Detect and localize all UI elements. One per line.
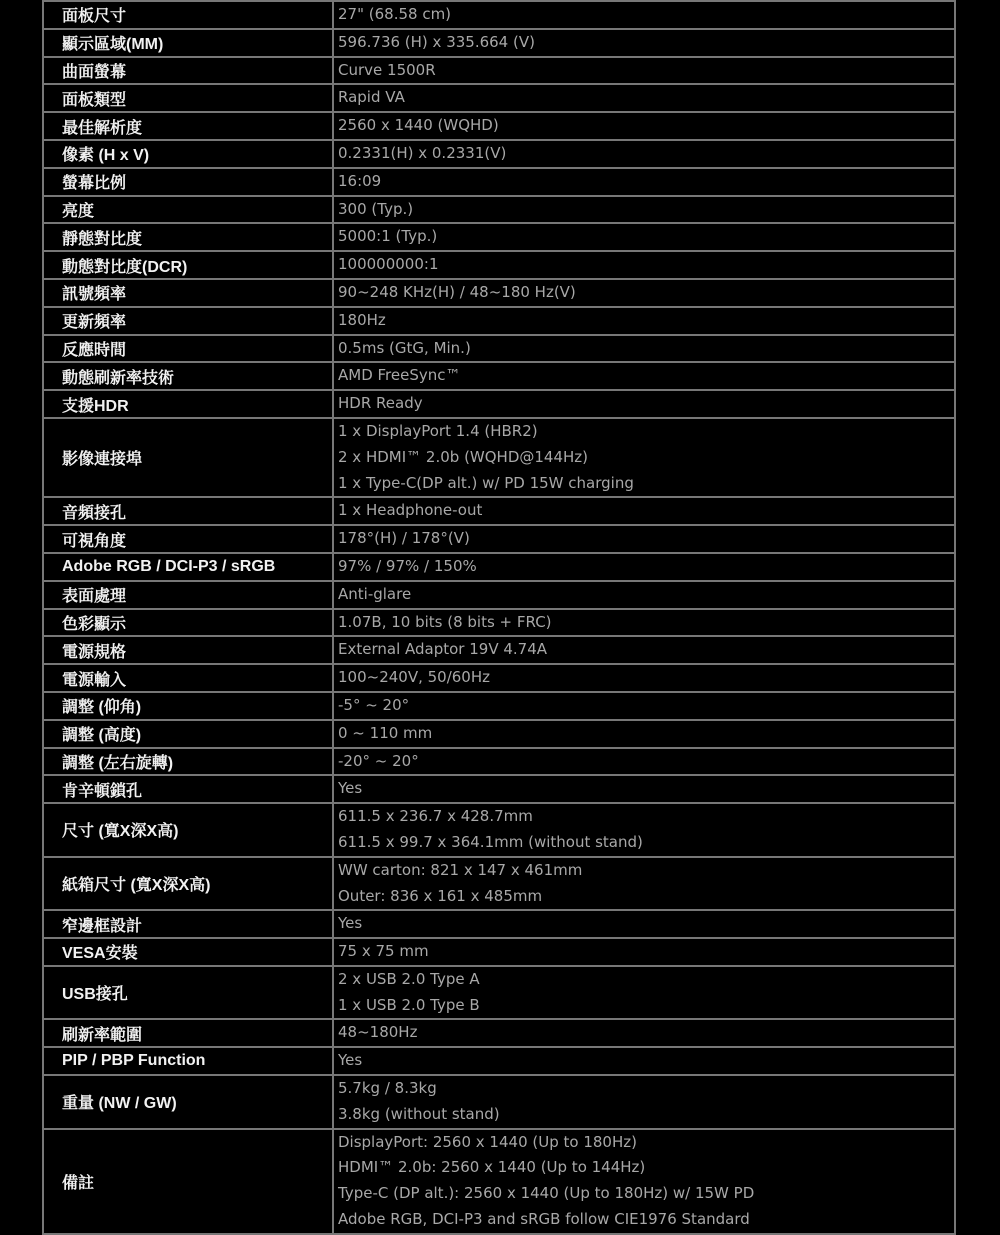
spec-label: 色彩顯示 [43, 609, 333, 637]
spec-row [43, 1047, 955, 1075]
spec-value-line: 1 x Type-C(DP alt.) w/ PD 15W charging [338, 473, 634, 492]
spec-value [333, 251, 955, 279]
spec-row [43, 84, 955, 112]
spec-value-line: Adobe RGB, DCI-P3 and sRGB follow CIE1976 Standard [338, 1210, 750, 1229]
spec-label: 動態對比度(DCR) [43, 251, 333, 279]
spec-row [43, 775, 955, 803]
spec-value [333, 140, 955, 168]
spec-value [333, 910, 955, 938]
spec-label: Adobe RGB / DCI-P3 / sRGB [43, 553, 333, 581]
spec-row [43, 525, 955, 553]
spec-row [43, 803, 955, 857]
spec-value [333, 390, 955, 418]
spec-table-body [43, 1, 955, 1234]
spec-row [43, 1075, 955, 1129]
spec-value [333, 938, 955, 966]
spec-value-line: Type-C (DP alt.): 2560 x 1440 (Up to 180Hz) w/ 15W PD [338, 1184, 755, 1203]
spec-value-line: 5.7kg / 8.3kg [338, 1079, 437, 1098]
spec-value [333, 720, 955, 748]
spec-label: 肯辛頓鎖孔 [43, 775, 333, 803]
spec-value-line: -20° ~ 20° [338, 751, 419, 770]
spec-row [43, 196, 955, 224]
spec-value-line: Anti-glare [338, 584, 412, 603]
spec-value [333, 775, 955, 803]
spec-label: 支援HDR [43, 390, 333, 418]
spec-row [43, 251, 955, 279]
spec-value-line: 27" (68.58 cm) [338, 5, 452, 23]
spec-row [43, 390, 955, 418]
spec-row [43, 664, 955, 692]
spec-label: PIP / PBP Function [43, 1047, 333, 1075]
spec-value [333, 418, 955, 497]
spec-label: 調整 (高度) [43, 720, 333, 748]
spec-value-line: AMD FreeSync™ [338, 366, 461, 385]
spec-value [333, 84, 955, 112]
spec-value-line: 180Hz [338, 310, 386, 329]
spec-label: 更新頻率 [43, 307, 333, 335]
spec-label: 音頻接孔 [43, 497, 333, 525]
spec-value-line: 100000000:1 [338, 255, 439, 274]
spec-row [43, 307, 955, 335]
spec-value-line: Curve 1500R [338, 60, 436, 79]
spec-label: 靜態對比度 [43, 223, 333, 251]
spec-value-line: 1.07B, 10 bits (8 bits + FRC) [338, 612, 552, 631]
spec-value-line: Rapid VA [338, 88, 405, 107]
spec-table [42, 0, 956, 1235]
spec-value [333, 1, 955, 29]
spec-value-line: 0.5ms (GtG, Min.) [338, 338, 471, 357]
spec-row [43, 609, 955, 637]
spec-value [333, 223, 955, 251]
spec-label: USB接孔 [43, 966, 333, 1020]
spec-label: 面板尺寸 [43, 1, 333, 29]
spec-value-line: 75 x 75 mm [338, 942, 429, 961]
spec-value-line: Outer: 836 x 161 x 485mm [338, 886, 543, 905]
spec-label: 反應時間 [43, 335, 333, 363]
spec-label: 曲面螢幕 [43, 57, 333, 85]
spec-value-line: HDR Ready [338, 394, 423, 413]
spec-row [43, 636, 955, 664]
spec-value [333, 497, 955, 525]
spec-value-line: WW carton: 821 x 147 x 461mm [338, 860, 583, 879]
spec-value [333, 636, 955, 664]
spec-row [43, 57, 955, 85]
spec-label: 窄邊框設計 [43, 910, 333, 938]
spec-value [333, 307, 955, 335]
spec-row [43, 857, 955, 911]
spec-label: 表面處理 [43, 581, 333, 609]
spec-label: 螢幕比例 [43, 168, 333, 196]
spec-value-line: 1 x Headphone-out [338, 501, 483, 520]
spec-row [43, 692, 955, 720]
spec-row [43, 938, 955, 966]
spec-value [333, 1019, 955, 1047]
spec-value-line: 1 x USB 2.0 Type B [338, 995, 480, 1014]
spec-label: 亮度 [43, 196, 333, 224]
spec-value-line: DisplayPort: 2560 x 1440 (Up to 180Hz) [338, 1132, 637, 1151]
spec-row [43, 223, 955, 251]
spec-value-line: 596.736 (H) x 335.664 (V) [338, 32, 535, 51]
spec-value-line: 2 x HDMI™ 2.0b (WQHD@144Hz) [338, 447, 589, 466]
spec-value-line: 3.8kg (without stand) [338, 1104, 500, 1123]
spec-value [333, 857, 955, 911]
spec-row [43, 748, 955, 776]
spec-value [333, 335, 955, 363]
spec-value-line: Yes [338, 914, 363, 933]
spec-row [43, 497, 955, 525]
spec-value-line: External Adaptor 19V 4.74A [338, 640, 548, 659]
spec-value-line: 611.5 x 99.7 x 364.1mm (without stand) [338, 832, 643, 851]
spec-label: 像素 (H x V) [43, 140, 333, 168]
spec-value [333, 553, 955, 581]
spec-label: 刷新率範圍 [43, 1019, 333, 1047]
spec-row [43, 966, 955, 1020]
spec-label: VESA安裝 [43, 938, 333, 966]
spec-row [43, 112, 955, 140]
spec-row [43, 1, 955, 29]
spec-value-line: 90~248 KHz(H) / 48~180 Hz(V) [338, 282, 576, 301]
spec-row [43, 335, 955, 363]
spec-value-line: 0 ~ 110 mm [338, 723, 433, 742]
spec-row [43, 553, 955, 581]
spec-value [333, 1047, 955, 1075]
spec-label: 訊號頻率 [43, 279, 333, 307]
spec-value [333, 748, 955, 776]
spec-value-line: 2 x USB 2.0 Type A [338, 969, 480, 988]
spec-label: 電源規格 [43, 636, 333, 664]
spec-row [43, 362, 955, 390]
spec-label: 可視角度 [43, 525, 333, 553]
spec-value-line: 97% / 97% / 150% [338, 556, 477, 575]
spec-value [333, 362, 955, 390]
spec-row [43, 1019, 955, 1047]
spec-label: 面板類型 [43, 84, 333, 112]
spec-label: 調整 (左右旋轉) [43, 748, 333, 776]
spec-value-line: 100~240V, 50/60Hz [338, 668, 491, 687]
spec-value-line: 178°(H) / 178°(V) [338, 529, 470, 548]
spec-value-line: 48~180Hz [338, 1023, 418, 1042]
spec-value [333, 168, 955, 196]
spec-value-line: Yes [338, 1051, 363, 1070]
spec-value-line: HDMI™ 2.0b: 2560 x 1440 (Up to 144Hz) [338, 1158, 646, 1177]
spec-value [333, 525, 955, 553]
spec-value-line: 5000:1 (Typ.) [338, 227, 438, 246]
spec-label: 尺寸 (寬X深X高) [43, 803, 333, 857]
spec-value [333, 29, 955, 57]
spec-row [43, 910, 955, 938]
spec-row [43, 279, 955, 307]
spec-value [333, 803, 955, 857]
spec-value-line: 2560 x 1440 (WQHD) [338, 116, 499, 135]
spec-row [43, 168, 955, 196]
spec-value-line: 16:09 [338, 171, 382, 190]
spec-row [43, 1129, 955, 1234]
spec-value [333, 1075, 955, 1129]
spec-value [333, 1129, 955, 1234]
spec-label: 調整 (仰角) [43, 692, 333, 720]
spec-value-line: -5° ~ 20° [338, 695, 410, 714]
spec-value [333, 966, 955, 1020]
spec-value [333, 664, 955, 692]
spec-row [43, 581, 955, 609]
spec-row [43, 140, 955, 168]
spec-label: 影像連接埠 [43, 418, 333, 497]
spec-value-line: 611.5 x 236.7 x 428.7mm [338, 807, 533, 826]
spec-label: 顯示區域(MM) [43, 29, 333, 57]
spec-row [43, 720, 955, 748]
spec-label: 紙箱尺寸 (寬X深X高) [43, 857, 333, 911]
spec-value-line: 300 (Typ.) [338, 199, 414, 218]
spec-label: 電源輸入 [43, 664, 333, 692]
spec-label: 最佳解析度 [43, 112, 333, 140]
spec-row [43, 29, 955, 57]
spec-label: 備註 [43, 1129, 333, 1234]
spec-value-line: 1 x DisplayPort 1.4 (HBR2) [338, 421, 538, 440]
spec-value [333, 609, 955, 637]
spec-label: 動態刷新率技術 [43, 362, 333, 390]
spec-value [333, 279, 955, 307]
spec-row [43, 418, 955, 497]
spec-value [333, 692, 955, 720]
spec-label: 重量 (NW / GW) [43, 1075, 333, 1129]
spec-value [333, 581, 955, 609]
spec-value [333, 196, 955, 224]
spec-value [333, 112, 955, 140]
spec-value-line: Yes [338, 779, 363, 798]
spec-value-line: 0.2331(H) x 0.2331(V) [338, 143, 507, 162]
spec-value [333, 57, 955, 85]
